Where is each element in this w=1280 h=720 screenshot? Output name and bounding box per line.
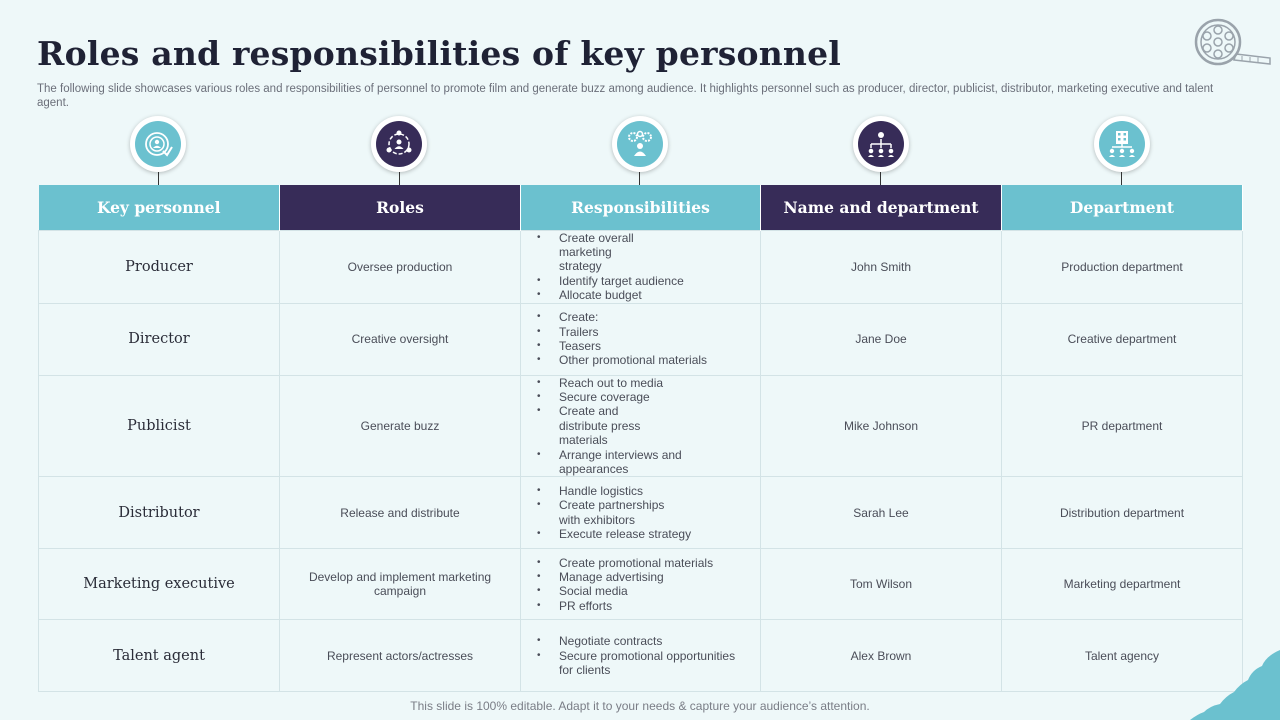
responsibility-item: • Create promotional materials (537, 556, 760, 570)
table-row (39, 375, 1243, 477)
header-key-personnel: Key personnel (39, 185, 280, 230)
responsibility-item: • Create partnerships with exhibitors (537, 498, 677, 527)
role-cell: Represent actors/actresses (280, 620, 521, 692)
responsibility-item: • Teasers (537, 339, 760, 353)
gears-person-icon (612, 116, 668, 172)
icon-column-roles (279, 116, 520, 186)
responsibility-item: • PR efforts (537, 599, 760, 613)
role-cell: Develop and implement marketing campaign (280, 549, 521, 620)
responsibilities-cell (521, 375, 761, 477)
personnel-table (38, 185, 1243, 692)
page-subtitle: The following slide showcases various roles and responsibilities of personnel to promote film and generate buzz among audience. It highlights personnel such as producer, director, publicist, distributor, marketing executive and talent agent. (37, 83, 1214, 109)
role-cell: Oversee production (280, 230, 521, 303)
responsibilities-cell (521, 620, 761, 692)
department-cell: PR department (1002, 375, 1243, 477)
table-row (39, 230, 1243, 303)
icon-column-responsibilities (520, 116, 761, 186)
building-people-icon (1094, 116, 1150, 172)
page-title: Roles and responsibilities of key personnel (37, 34, 842, 73)
responsibilities-cell (521, 549, 761, 620)
personnel-cell: Director (39, 303, 280, 375)
responsibility-item: • Allocate budget (537, 288, 760, 302)
responsibilities-cell (521, 303, 761, 375)
network-person-icon (371, 116, 427, 172)
responsibility-item: • Secure coverage (537, 390, 760, 404)
personnel-cell: Talent agent (39, 620, 280, 692)
table-header-row (39, 185, 1243, 230)
header-responsibilities: Responsibilities (521, 185, 761, 230)
role-cell: Generate buzz (280, 375, 521, 477)
responsibility-item: • Manage advertising (537, 570, 760, 584)
responsibility-item: • Other promotional materials (537, 353, 760, 367)
responsibility-item: • Handle logistics (537, 484, 760, 498)
department-cell: Marketing department (1002, 549, 1243, 620)
icon-column-name-department (760, 116, 1001, 186)
name-cell: Tom Wilson (761, 549, 1002, 620)
table-row (39, 477, 1243, 549)
table-row (39, 549, 1243, 620)
department-cell: Creative department (1002, 303, 1243, 375)
responsibility-item: • Trailers (537, 325, 760, 339)
icon-column-department (1001, 116, 1242, 186)
responsibility-item: • Arrange interviews and appearances (537, 448, 687, 477)
role-cell: Creative oversight (280, 303, 521, 375)
responsibilities-cell (521, 477, 761, 549)
personnel-cell: Producer (39, 230, 280, 303)
department-cell: Distribution department (1002, 477, 1243, 549)
footer-note: This slide is 100% editable. Adapt it to your needs & capture your audience’s attention. (410, 699, 870, 713)
department-cell: Talent agency (1002, 620, 1243, 692)
responsibility-item: • Negotiate contracts (537, 634, 760, 648)
personnel-cell: Distributor (39, 477, 280, 549)
header-icons-row (38, 116, 1242, 186)
responsibility-item: • Identify target audience (537, 274, 760, 288)
corner-decoration (1190, 650, 1280, 720)
header-roles: Roles (280, 185, 521, 230)
responsibilities-cell (521, 230, 761, 303)
responsibility-item: • Secure promotional opportunities for clients (537, 649, 737, 678)
target-person-icon (130, 116, 186, 172)
name-cell: Jane Doe (761, 303, 1002, 375)
responsibility-item: • Create and distribute press materials (537, 404, 667, 447)
responsibility-item: • Create overall marketing strategy (537, 231, 657, 274)
personnel-cell: Marketing executive (39, 549, 280, 620)
org-chart-icon (853, 116, 909, 172)
name-cell: Mike Johnson (761, 375, 1002, 477)
name-cell: John Smith (761, 230, 1002, 303)
icon-column-key-personnel (38, 116, 279, 186)
header-department: Department (1002, 185, 1243, 230)
table-row (39, 303, 1243, 375)
department-cell: Production department (1002, 230, 1243, 303)
name-cell: Sarah Lee (761, 477, 1002, 549)
personnel-cell: Publicist (39, 375, 280, 477)
header-name-department: Name and department (761, 185, 1002, 230)
responsibility-item: • Reach out to media (537, 376, 760, 390)
responsibility-item: • Social media (537, 584, 760, 598)
responsibility-item: • Create: (537, 310, 760, 324)
responsibility-item: • Execute release strategy (537, 527, 760, 541)
role-cell: Release and distribute (280, 477, 521, 549)
table-row (39, 620, 1243, 692)
name-cell: Alex Brown (761, 620, 1002, 692)
film-reel-icon (1192, 16, 1272, 68)
